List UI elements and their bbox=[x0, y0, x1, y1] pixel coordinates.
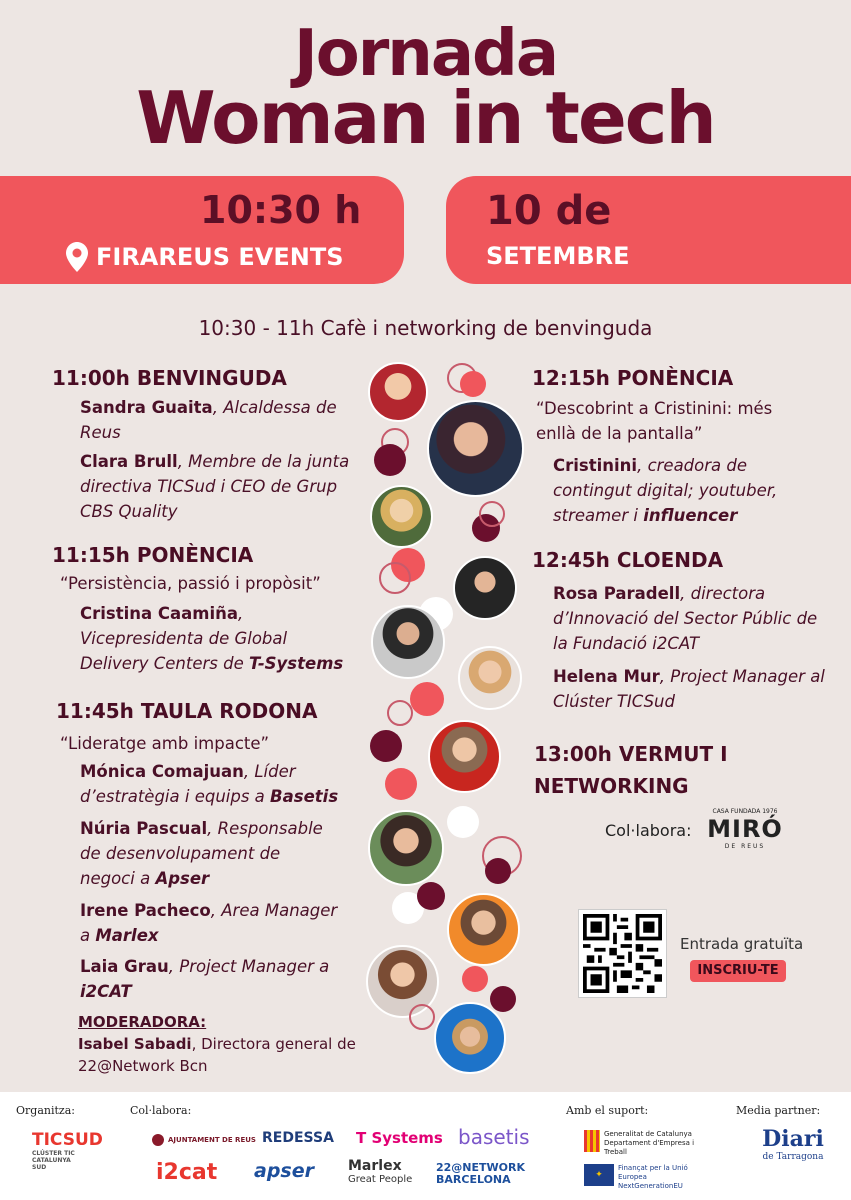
location-pin-icon bbox=[66, 242, 88, 272]
session-vermut-heading: 13:00h VERMUT I NETWORKING bbox=[534, 742, 728, 798]
venue-label: FIRAREUS EVENTS bbox=[96, 243, 344, 271]
speaker-photo bbox=[370, 485, 433, 548]
qr-code-icon bbox=[583, 914, 662, 993]
apser-logo: apser bbox=[254, 1160, 314, 1182]
session-closing-heading: 12:45h CLOENDA bbox=[532, 548, 724, 572]
speaker-photo bbox=[371, 605, 445, 679]
session-talk2-heading: 12:15h PONÈNCIA bbox=[532, 366, 734, 390]
eu-flag-icon: ✦ bbox=[584, 1164, 614, 1186]
speaker-rosa: Rosa Paradell, directora d’Innovació del Sector Públic de la Fundació i2CAT bbox=[553, 584, 818, 653]
event-time: 10:30 h bbox=[200, 188, 362, 232]
speaker-photo bbox=[453, 556, 517, 620]
talk1-quote: “Persistència, passió i propòsit” bbox=[60, 574, 321, 593]
session-roundtable-heading: 11:45h TAULA RODONA bbox=[56, 699, 318, 723]
sponsor-footer bbox=[0, 1092, 851, 1200]
talk2-quote: “Descobrint a Cristinini: més enllà de la pantalla” bbox=[536, 399, 773, 443]
i2cat-logo: i2cat bbox=[156, 1160, 218, 1185]
speaker-photo bbox=[458, 646, 522, 710]
speaker-photo bbox=[434, 1002, 506, 1074]
speaker-photo bbox=[447, 893, 520, 966]
speaker-nuria: Núria Pascual, Responsable de desenvolupament de negoci a Apser bbox=[80, 819, 323, 888]
media-label: Media partner: bbox=[736, 1104, 821, 1117]
speaker-photo bbox=[428, 720, 501, 793]
generalitat-logo: Generalitat de Catalunya Departament d'Empresa i Treball bbox=[584, 1130, 704, 1157]
speaker-sandra: Sandra Guaita, Alcaldessa de Reus bbox=[80, 398, 337, 442]
title-line1: Jornada bbox=[293, 17, 558, 91]
signup-button[interactable]: INSCRIU-TE bbox=[690, 960, 786, 982]
speaker-clara: Clara Brull, Membre de la junta directiva TICSud i CEO de Grup CBS Quality bbox=[80, 452, 350, 521]
ajuntament-logo: AJUNTAMENT DE REUS bbox=[152, 1134, 256, 1146]
session-talk1-heading: 11:15h PONÈNCIA bbox=[52, 543, 254, 567]
generalitat-flag-icon bbox=[584, 1130, 600, 1152]
date-pill bbox=[446, 176, 851, 284]
speaker-photo bbox=[427, 400, 524, 497]
suport-label: Amb el suport: bbox=[566, 1104, 649, 1117]
session-welcome-heading: 11:00h BENVINGUDA bbox=[52, 366, 287, 390]
speaker-helena: Helena Mur, Project Manager al Clúster TICSud bbox=[553, 667, 825, 711]
time-venue-pill bbox=[0, 176, 404, 284]
organitza-label: Organitza: bbox=[16, 1104, 75, 1117]
miro-logo: CASA FUNDADA 1976 MIRÓ DE REUS bbox=[707, 808, 783, 850]
diari-logo: Diari de Tarragona bbox=[762, 1126, 824, 1162]
speaker-irene: Irene Pacheco, Area Manager a Marlex bbox=[80, 901, 338, 945]
qr-code[interactable] bbox=[578, 909, 667, 998]
event-venue bbox=[66, 242, 344, 272]
basetis-logo: basetis bbox=[458, 1125, 530, 1149]
redessa-logo: REDESSA bbox=[262, 1130, 334, 1146]
speaker-cristina: Cristina Caamiña, Vicepresidenta de Global Delivery Centers de T-Systems bbox=[80, 604, 344, 673]
speaker-monica: Mónica Comajuan, Líder d’estratègia i equips a Basetis bbox=[80, 762, 339, 806]
event-date-month: SETEMBRE bbox=[486, 242, 630, 270]
coffee-networking: 10:30 - 11h Cafè i networking de benvinguda bbox=[198, 316, 653, 340]
speaker-cristinini: Cristinini, creadora de contingut digital; youtuber, streamer i influencer bbox=[553, 456, 778, 525]
marlex-logo: Marlex Great People bbox=[348, 1158, 413, 1185]
tsystems-logo: T Systems bbox=[356, 1129, 443, 1147]
free-entry: Entrada gratuïta bbox=[680, 935, 804, 953]
speaker-photo bbox=[368, 810, 444, 886]
moderator-label: MODERADORA: bbox=[78, 1013, 207, 1031]
colabora-label: Col·labora: bbox=[130, 1104, 192, 1117]
speaker-photo bbox=[368, 362, 428, 422]
moderator: MODERADORA: Isabel Sabadi, Directora general de 22@Network Bcn bbox=[78, 1013, 356, 1075]
speaker-laia: Laia Grau, Project Manager a i2CAT bbox=[80, 957, 330, 1001]
collab-label: Col·labora: bbox=[605, 821, 692, 840]
ticsud-logo: TICSUD CLÚSTER TIC CATALUNYA SUD bbox=[32, 1130, 103, 1171]
ajuntament-shield-icon bbox=[152, 1134, 164, 1146]
network-logo: 22@NETWORK BARCELONA bbox=[436, 1161, 526, 1186]
event-date-day: 10 de bbox=[486, 188, 612, 234]
title-line2: Woman in tech bbox=[136, 76, 715, 160]
roundtable-quote: “Lideratge amb impacte” bbox=[60, 734, 270, 753]
eu-logo: ✦ Finançat per la Unió Europea NextGenerationEU bbox=[584, 1164, 704, 1191]
